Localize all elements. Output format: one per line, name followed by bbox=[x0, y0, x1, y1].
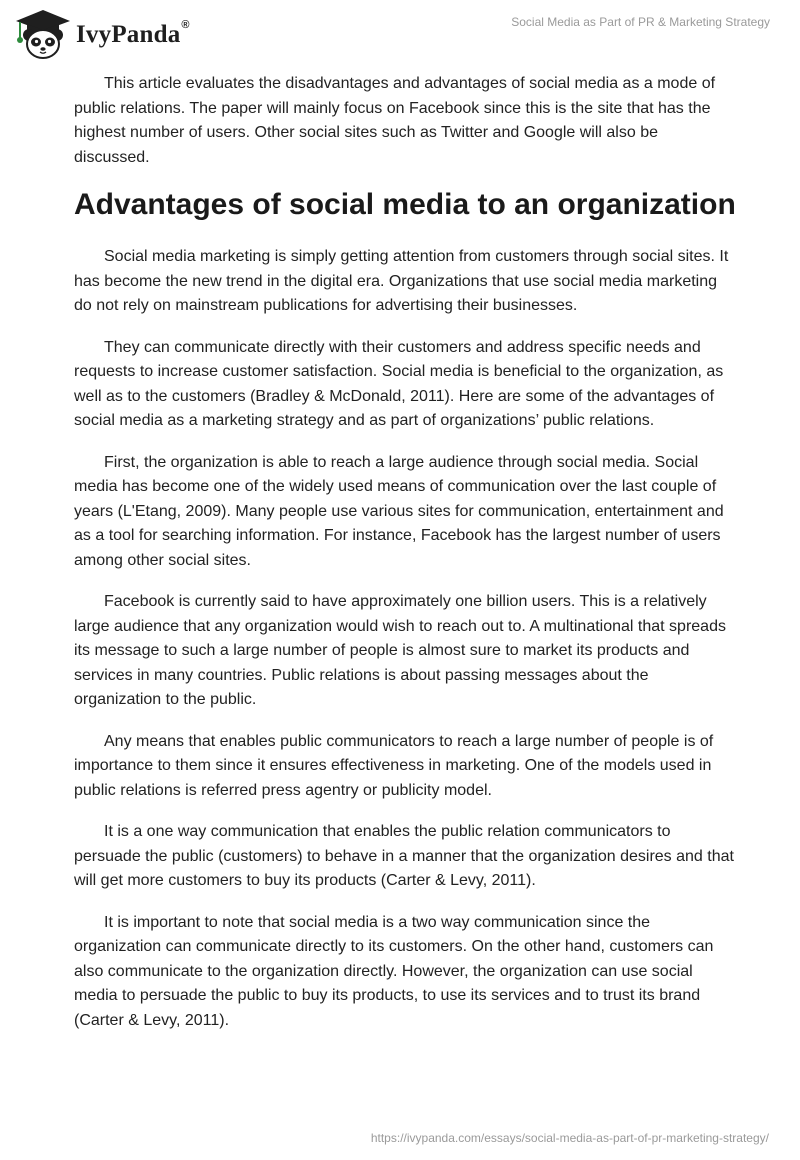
paragraph: It is important to note that social media is a two way communication since the organization can communicate directly to its customers. On the other hand, customers can also communicate to the organization directly. However, the organization can use social media to persuade the public to buy its products, to use its services and to trust its brand (Carter & Levy, 2011). bbox=[74, 913, 714, 1029]
panda-graduation-cap-logo-icon bbox=[14, 8, 72, 60]
brand-name: IvyPanda® bbox=[76, 19, 190, 48]
source-url[interactable]: https://ivypanda.com/essays/social-media-as-part-of-pr-marketing-strategy/ bbox=[370, 1131, 769, 1145]
page-header bbox=[0, 0, 800, 72]
registered-mark: ® bbox=[181, 19, 190, 31]
article-body bbox=[74, 72, 734, 1050]
paragraph: First, the organization is able to reach a large audience through social media. Social media has become one of the widely used means of communication over the last couple of years (L'Etang, 2009). Many people use various sites for communication, entertainment and as a tool for searching information. For instance, Facebook has the largest number of users among other social sites. bbox=[74, 453, 724, 569]
paragraph: They can communicate directly with their customers and address specific needs and requests to increase customer satisfaction. Social media is beneficial to the organization, as well as to the customers (Bradley & McDonald, 2011). Here are some of the advantages of social media as a marketing strategy and as part of organizations’ public relations. bbox=[74, 338, 724, 429]
document-title: Social Media as Part of PR & Marketing Strategy bbox=[511, 15, 770, 29]
intro-paragraph: This article evaluates the disadvantages and advantages of social media as a mode of public relations. The paper will mainly focus on Facebook since this is the site that has the highest number of users. Other social sites such as Twitter and Google will also be discussed. bbox=[74, 75, 716, 166]
paragraph: Facebook is currently said to have approximately one billion users. This is a relatively large audience that any organization would wish to reach out to. A multinational that spreads its message to such a large number of people is almost sure to market its products and services in many countries. Public relations is about passing messages about the organization to the public. bbox=[74, 593, 726, 708]
section-heading: Advantages of social media to an organization bbox=[74, 188, 736, 221]
paragraph: Social media marketing is simply getting attention from customers through social sites. It has become the new trend in the digital era. Organizations that use social media marketing do not rely on mainstream publications for advertising their businesses. bbox=[74, 248, 729, 314]
paragraph: It is a one way communication that enables the public relation communicators to persuade the public (customers) to behave in a manner that the organization desires and that will get more customers to buy its products (Carter & Levy, 2011). bbox=[74, 823, 734, 889]
paragraph: Any means that enables public communicators to reach a large number of people is of importance to them since it ensures effectiveness in marketing. One of the models used in public relations is referred press agentry or publicity model. bbox=[74, 732, 714, 799]
brand-logo[interactable] bbox=[14, 8, 190, 60]
